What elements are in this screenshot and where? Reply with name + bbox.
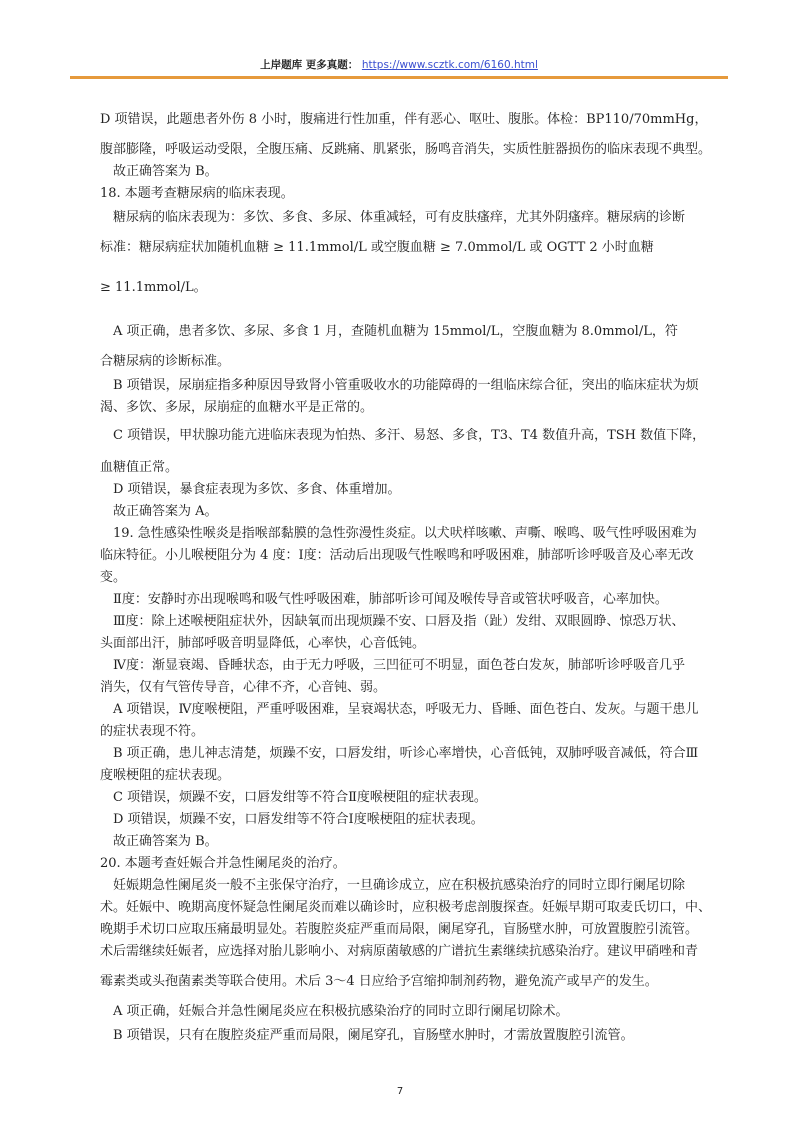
text-line: A 项正确，妊娠合并急性阑尾炎应在积极抗感染治疗的同时立即行阑尾切除术。 (113, 1004, 569, 1019)
header-divider (70, 76, 728, 79)
text-line: 的症状表现不符。 (100, 724, 205, 739)
text-line: B 项错误，尿崩症指多种原因导致肾小管重吸收水的功能障碍的一组临床综合征，突出的临床症状为烦 (113, 378, 699, 393)
text-line: A 项正确，患者多饮、多尿、多食 1 月，查随机血糖为 15mmol/L，空腹血糖为 8.0mmol/L，符 (113, 324, 678, 339)
text-line: D 项错误，此题患者外伤 8 小时，腹痛进行性加重，伴有恶心、呕吐、腹胀。体检：BP110/70mmHg， (100, 112, 708, 127)
text-line: 合糖尿病的诊断标准。 (100, 354, 231, 369)
text-line: D 项错误，暴食症表现为多饮、多食、体重增加。 (113, 482, 401, 497)
text-line: 18. 本题考查糖尿病的临床表现。 (100, 186, 294, 201)
page-header (70, 58, 728, 72)
header-prefix: 上岸题库 更多真题： (260, 59, 359, 71)
text-line: Ⅱ度：安静时亦出现喉鸣和吸气性呼吸困难，肺部听诊可闻及喉传导音或管状呼吸音，心率加快。 (113, 592, 668, 607)
text-line: 晚期手术切口应取压痛最明显处。若腹腔炎症严重而局限，阑尾穿孔，盲肠壁水肿，可放置腹腔引流管。 (100, 922, 699, 937)
text-line: 妊娠期急性阑尾炎一般不主张保守治疗，一旦确诊成立，应在积极抗感染治疗的同时立即行阑尾切除 (113, 878, 686, 893)
text-line: 腹部膨隆，呼吸运动受限，全腹压痛、反跳痛、肌紧张，肠鸣音消失，实质性脏器损伤的临床表现不典型。 (100, 142, 712, 157)
text-line: 19. 急性感染性喉炎是指喉部黏膜的急性弥漫性炎症。以犬吠样咳嗽、声嘶、喉鸣、吸气性呼吸困难为 (113, 526, 697, 541)
text-line: 渴、多饮、多尿，尿崩症的血糖水平是正常的。 (100, 400, 374, 415)
text-line: 临床特征。小儿喉梗阻分为 4 度：Ⅰ度：活动后出现吸气性喉鸣和呼吸困难，肺部听诊呼吸音及心率无改 (100, 548, 694, 563)
text-line: 故正确答案为 B。 (113, 164, 218, 179)
text-line: 血糖值正常。 (100, 460, 179, 475)
text-line: 霉素类或头孢菌素类等联合使用。术后 3～4 日应给予宫缩抑制剂药物，避免流产或早产的发生。 (100, 974, 658, 989)
text-line: 变。 (100, 570, 127, 585)
text-line: 故正确答案为 B。 (113, 834, 218, 849)
text-line: 消失，仅有气管传导音，心律不齐，心音钝、弱。 (100, 680, 387, 695)
text-line: A 项错误，Ⅳ度喉梗阻，严重呼吸困难，呈衰竭状态，呼吸无力、昏睡、面色苍白、发灰。与题干患儿 (113, 702, 699, 717)
text-line: 标准：糖尿病症状加随机血糖 ≥ 11.1mmol/L 或空腹血糖 ≥ 7.0mmol/L 或 OGTT 2 小时血糖 (100, 240, 654, 255)
header-url-link[interactable]: https://www.scztk.com/6160.html (361, 59, 538, 71)
page-number: 7 (396, 1086, 404, 1097)
text-line: 故正确答案为 A。 (113, 504, 218, 519)
text-line: 术。妊娠中、晚期高度怀疑急性阑尾炎而难以确诊时，应积极考虑剖腹探查。妊娠早期可取麦氏切口，中、 (100, 900, 712, 915)
text-line: 度喉梗阻的症状表现。 (100, 768, 231, 783)
text-line: B 项错误，只有在腹腔炎症严重而局限，阑尾穿孔，盲肠壁水肿时，才需放置腹腔引流管。 (113, 1028, 634, 1043)
text-line: Ⅲ度：除上述喉梗阻症状外，因缺氧而出现烦躁不安、口唇及指（趾）发绀、双眼圆睁、惊恐万状、 (113, 614, 685, 629)
text-line: 头面部出汗，肺部呼吸音明显降低，心率快，心音低钝。 (100, 636, 426, 651)
text-line: 20. 本题考查妊娠合并急性阑尾炎的治疗。 (100, 856, 346, 871)
text-line: C 项错误，烦躁不安，口唇发绀等不符合Ⅱ度喉梗阻的症状表现。 (113, 790, 487, 805)
text-line: B 项正确，患儿神志清楚，烦躁不安，口唇发绀，听诊心率增快，心音低钝，双肺呼吸音减低，符合Ⅲ (113, 746, 699, 761)
text-line: 糖尿病的临床表现为：多饮、多食、多尿、体重减轻，可有皮肤瘙痒，尤其外阴瘙痒。糖尿病的诊断 (113, 210, 686, 225)
text-line: D 项错误，烦躁不安，口唇发绀等不符合Ⅰ度喉梗阻的症状表现。 (113, 812, 484, 827)
text-line: ≥ 11.1mmol/L。 (100, 280, 207, 295)
text-line: Ⅳ度：渐显衰竭、昏睡状态，由于无力呼吸，三凹征可不明显，面色苍白发灰，肺部听诊呼吸音几乎 (113, 658, 685, 673)
text-line: C 项错误，甲状腺功能亢进临床表现为怕热、多汗、易怒、多食，T3、T4 数值升高，TSH 数值下降， (113, 428, 706, 443)
text-line: 术后需继续妊娠者，应选择对胎儿影响小、对病原菌敏感的广谱抗生素继续抗感染治疗。建议甲硝唑和青 (100, 944, 699, 959)
